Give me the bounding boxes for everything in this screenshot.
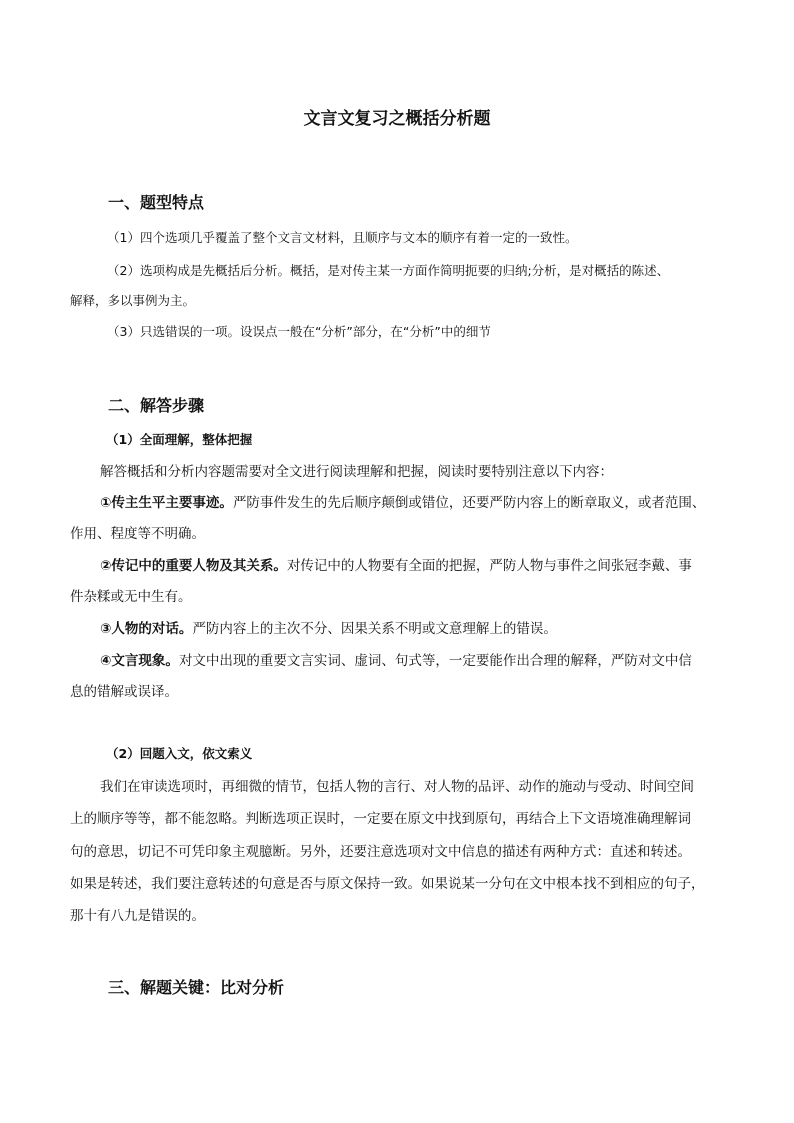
s2-subheading-2: （2）回题入文，依文索义 [106, 746, 253, 761]
s1-paragraph-2: （2）选项构成是先概括后分析。概括，是对传主某一方面作简明扼要的归纳;分析，是对概括的陈述、 [107, 263, 670, 278]
s2-item-3-text: 严防内容上的主次不分、因果关系不明或文意理解上的错误。 [192, 621, 557, 637]
section-2-heading: 二、解答步骤 [108, 396, 205, 415]
s2-body-line-3: 句的意思，切记不可凭印象主观臆断。另外，还要注意选项对文中信息的描述有两种方式：直述和转述。 [70, 844, 691, 860]
s2-item-4-cont: 息的错解或误译。 [70, 684, 178, 700]
s2-item-4-text: 对文中出现的重要文言实词、虚词、句式等，一定要能作出合理的解释，严防对文中信 [178, 653, 692, 669]
section-3-heading: 三、解题关键：比对分析 [108, 978, 285, 997]
s1-paragraph-3: （3）只选错误的一项。设误点一般在“分析”部分，在“分析”中的细节 [107, 324, 491, 339]
s2-item-2 [100, 557, 692, 575]
s2-item-1-cont: 作用、程度等不明确。 [70, 526, 205, 542]
s2-body-line-1: 我们在审读选项时，再细微的情节，包括人物的言行、对人物的品评、动作的施动与受动、时间空间 [100, 779, 694, 795]
s2-item-1 [100, 494, 705, 512]
s2-subheading-1: （1）全面理解，整体把握 [106, 432, 253, 447]
s1-paragraph-1: （1）四个选项几乎覆盖了整个文言文材料，且顺序与文本的顺序有着一定的一致性。 [107, 230, 578, 245]
s2-item-4 [100, 652, 692, 670]
s2-item-1-text: 严防事件发生的先后顺序颠倒或错位，还要严防内容上的断章取义，或者范围、 [232, 495, 706, 511]
s2-item-3 [100, 620, 557, 638]
s2-intro: 解答概括和分析内容题需要对全文进行阅读理解和把握，阅读时要特别注意以下内容： [100, 464, 613, 480]
s2-item-4-label: ④文言现象。 [100, 653, 179, 669]
s2-item-3-label: ③人物的对话。 [100, 621, 193, 637]
s2-item-2-cont: 件杂糅或无中生有。 [70, 589, 192, 605]
s2-body-line-4: 如果是转述，我们要注意转述的句意是否与原文保持一致。如果说某一分句在文中根本找不到相应的句子， [70, 876, 705, 892]
s2-item-2-text: 对传记中的人物要有全面的把握，严防人物与事件之间张冠李戴、事 [286, 558, 692, 574]
s2-body-line-5: 那十有八九是错误的。 [70, 908, 205, 924]
document-title: 文言文复习之概括分析题 [303, 109, 491, 129]
s2-body-line-2: 上的顺序等等，都不能忽略。判断选项正误时，一定要在原文中找到原句，再结合上下文语境准确理解词 [70, 811, 691, 827]
section-1-heading: 一、题型特点 [108, 193, 205, 212]
s2-item-1-label: ①传主生平主要事迹。 [100, 495, 233, 511]
s1-paragraph-2-cont: 解释，多以事例为主。 [70, 293, 196, 308]
s2-item-2-label: ②传记中的重要人物及其关系。 [100, 558, 287, 574]
